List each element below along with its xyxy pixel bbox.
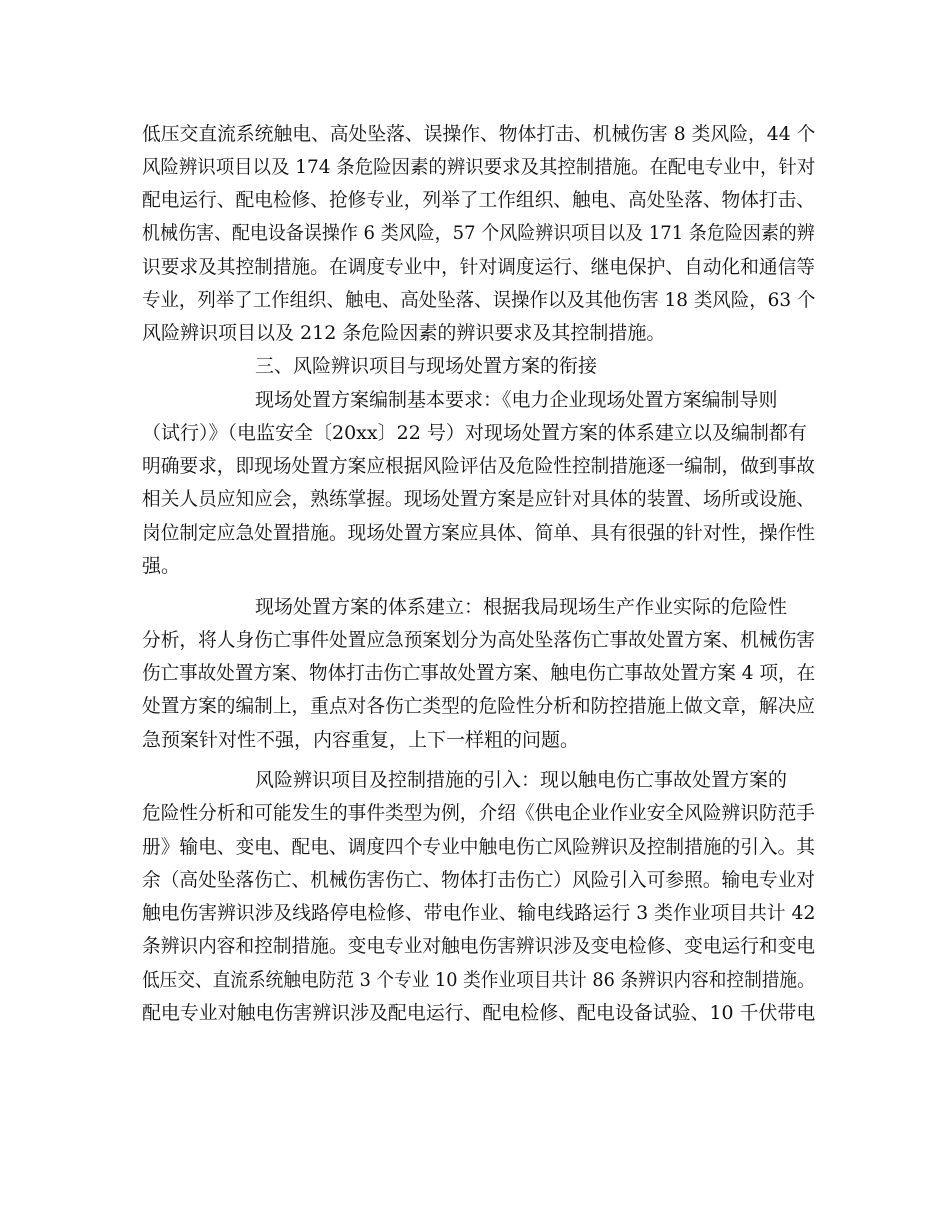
text-line: 低压交、直流系统触电防范 3 个专业 10 类作业项目共计 86 条辨识内容和控制措施。 bbox=[142, 969, 815, 991]
text-line: 急预案针对性不强，内容重复，上下一样粗的问题。 bbox=[142, 729, 580, 751]
text-line: 低压交直流系统触电、高处坠落、误操作、物体打击、机械伤害 8 类风险，44 个 bbox=[142, 123, 816, 145]
text-line: 条辨识内容和控制措施。变电专业对触电伤害辨识涉及变电检修、变电运行和变电 bbox=[142, 935, 816, 957]
text-line: 危险性分析和可能发生的事件类型为例，介绍《供电企业作业安全风险辨识防范手 bbox=[142, 802, 816, 824]
text-line: 现场处置方案编制基本要求：《电力企业现场处置方案编制导则 bbox=[255, 389, 778, 411]
text-line: 专业，列举了工作组织、触电、高处坠落、误操作以及其他伤害 18 类风险，63 个 bbox=[142, 289, 816, 311]
text-line: 现场处置方案的体系建立：根据我局现场生产作业实际的危险性 bbox=[255, 596, 788, 618]
text-line: 风险辨识项目及控制措施的引入：现以触电伤亡事故处置方案的 bbox=[255, 769, 788, 791]
text-line: 明确要求，即现场处置方案应根据风险评估及危险性控制措施逐一编制，做到事故 bbox=[142, 455, 816, 477]
text-line: 分析，将人身伤亡事件处置应急预案划分为高处坠落伤亡事故处置方案、机械伤害 bbox=[142, 629, 816, 651]
text-line: 机械伤害、配电设备误操作 6 类风险，57 个风险辨识项目以及 171 条危险因素的辨 bbox=[142, 222, 815, 244]
text-line: 岗位制定应急处置措施。现场处置方案应具体、简单、具有很强的针对性，操作性 bbox=[142, 522, 816, 544]
section-heading: 三、风险辨识项目与现场处置方案的衔接 bbox=[255, 355, 598, 377]
text-line: 触电伤害辨识涉及线路停电检修、带电作业、输电线路运行 3 类作业项目共计 42 bbox=[142, 902, 816, 924]
text-line: 识要求及其控制措施。在调度专业中，针对调度运行、继电保护、自动化和通信等 bbox=[142, 256, 816, 278]
text-line: 风险辨识项目以及 174 条危险因素的辨识要求及其控制措施。在配电专业中，针对 bbox=[142, 156, 816, 178]
text-line: 伤亡事故处置方案、物体打击伤亡事故处置方案、触电伤亡事故处置方案 4 项，在 bbox=[142, 662, 816, 684]
text-line: 相关人员应知应会，熟练掌握。现场处置方案是应针对具体的装置、场所或设施、 bbox=[142, 488, 816, 510]
text-line: 余（高处坠落伤亡、机械伤害伤亡、物体打击伤亡）风险引入可参照。输电专业对 bbox=[142, 869, 816, 891]
text-line: （试行）》（电监安全〔20xx〕22 号）对现场处置方案的体系建立以及编制都有 bbox=[142, 422, 807, 444]
text-line: 处置方案的编制上，重点对各伤亡类型的危险性分析和防控措施上做文章，解决应 bbox=[142, 695, 816, 717]
text-line: 风险辨识项目以及 212 条危险因素的辨识要求及其控制措施。 bbox=[142, 322, 666, 344]
text-line: 册》输电、变电、配电、调度四个专业中触电伤亡风险辨识及控制措施的引入。其 bbox=[142, 836, 816, 858]
text-line: 配电运行、配电检修、抢修专业，列举了工作组织、触电、高处坠落、物体打击、 bbox=[142, 189, 816, 211]
text-line: 配电专业对触电伤害辨识涉及配电运行、配电检修、配电设备试验、10 千伏带电 bbox=[142, 1002, 816, 1024]
text-line: 强。 bbox=[142, 555, 181, 577]
